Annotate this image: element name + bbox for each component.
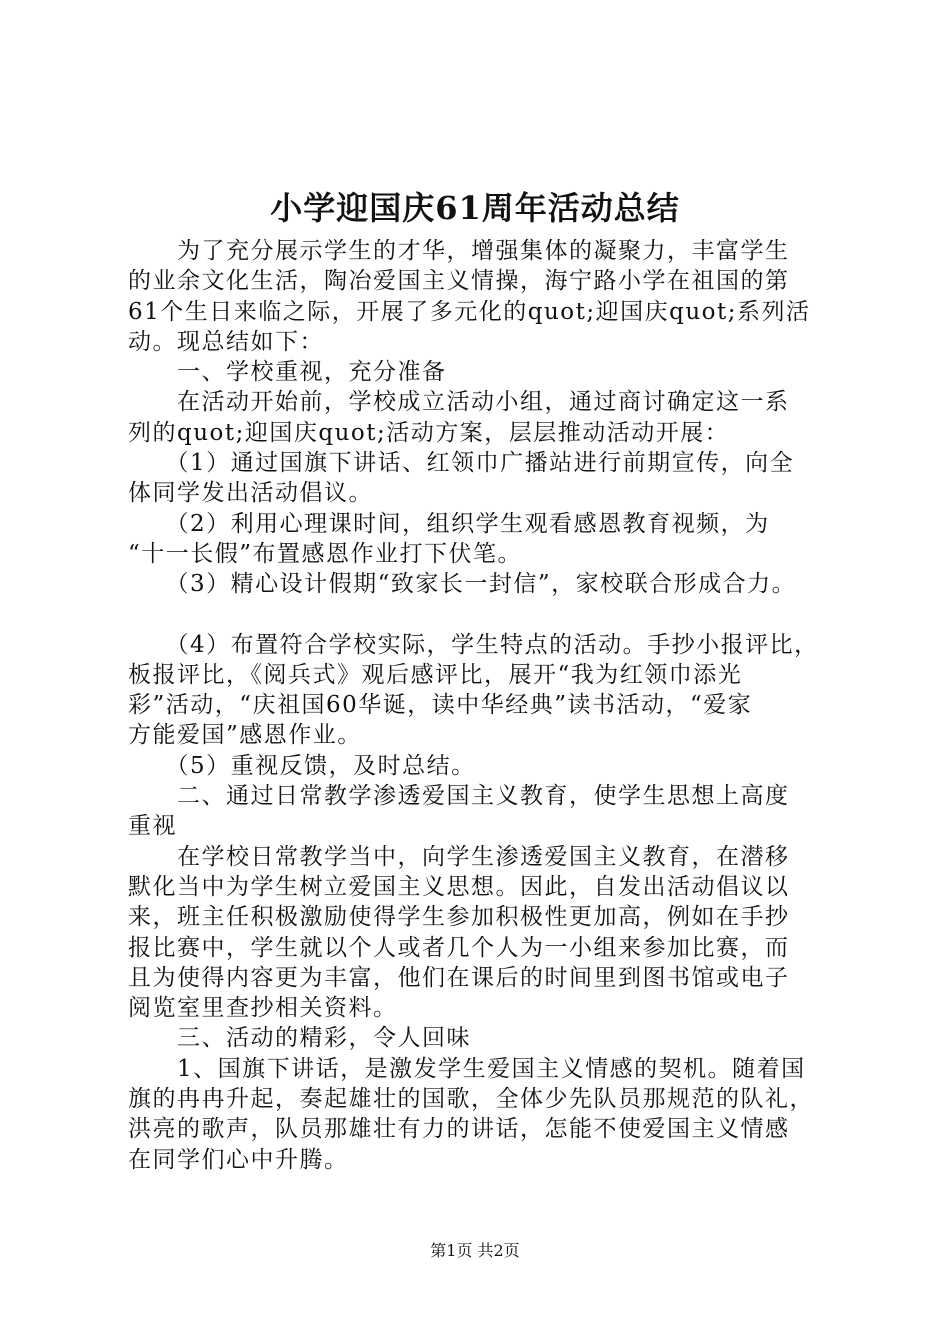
body-line: 默化当中为学生树立爱国主义思想。因此，自发出活动倡议以 (128, 873, 790, 900)
body-line: 方能爱国”感恩作业。 (128, 722, 362, 749)
section-heading: 二、通过日常教学渗透爱国主义教育，使学生思想上高度 (128, 783, 790, 810)
body-line: 阅览室里查抄相关资料。 (128, 995, 398, 1022)
body-line: （2）利用心理课时间，组织学生观看感恩教育视频，为 (128, 510, 770, 537)
body-line: 报比赛中，学生就以个人或者几个人为一小组来参加比赛，而 (128, 934, 790, 961)
document-body (128, 236, 848, 1175)
body-line: 列的quot;迎国庆quot;活动方案，层层推动活动开展： (128, 419, 730, 446)
body-line: （3）精心设计假期“致家长一封信”，家校联合形成合力。 (128, 571, 797, 598)
body-line: 来，班主任积极激励使得学生参加积极性更加高，例如在手抄 (128, 904, 790, 931)
body-line: 彩”活动，“庆祖国60华诞，读中华经典”读书活动，“爱家 (128, 692, 753, 719)
body-line: 体同学发出活动倡议。 (128, 480, 373, 507)
section-heading: 一、学校重视，充分准备 (128, 359, 447, 386)
body-line: “十一长假”布置感恩作业打下伏笔。 (128, 540, 523, 567)
body-line: 洪亮的歌声，队员那雄壮有力的讲话，怎能不使爱国主义情感 (128, 1116, 790, 1143)
body-line: 的业余文化生活，陶冶爱国主义情操，海宁路小学在祖国的第 (128, 268, 790, 295)
section-heading: 三、活动的精彩，令人回味 (128, 1025, 471, 1052)
body-line: 为了充分展示学生的才华，增强集体的凝聚力，丰富学生 (128, 238, 790, 264)
paragraph-gap (128, 600, 848, 630)
body-line: 在活动开始前，学校成立活动小组，通过商讨确定这一系 (128, 389, 790, 416)
body-line: 在同学们心中升腾。 (128, 1146, 349, 1173)
body-line: 1、国旗下讲话，是激发学生爱国主义情感的契机。随着国 (128, 1055, 806, 1082)
document-title: 小学迎国庆61周年活动总结 (270, 189, 680, 227)
body-line: 且为使得内容更为丰富，他们在课后的时间里到图书馆或电子 (128, 964, 790, 991)
body-line: （4）布置符合学校实际，学生特点的活动。手抄小报评比， (128, 631, 819, 658)
body-line: 在学校日常教学当中，向学生渗透爱国主义教育，在潜移 (128, 843, 790, 870)
body-line: 旗的冉冉升起，奏起雄壮的国歌，全体少先队员那规范的队礼， (128, 1086, 814, 1113)
body-line: （5）重视反馈，及时总结。 (128, 752, 476, 779)
section-heading: 重视 (128, 813, 177, 840)
page-number-footer: 第1页 共2页 (430, 1241, 520, 1260)
body-line: （1）通过国旗下讲话、红领巾广播站进行前期宣传，向全 (128, 450, 795, 477)
body-line: 61个生日来临之际，开展了多元化的quot;迎国庆quot;系列活 (128, 298, 811, 325)
body-line: 板报评比，《阅兵式》观后感评比，展开“我为红领巾添光 (128, 661, 743, 688)
body-line: 动。现总结如下： (128, 328, 324, 355)
